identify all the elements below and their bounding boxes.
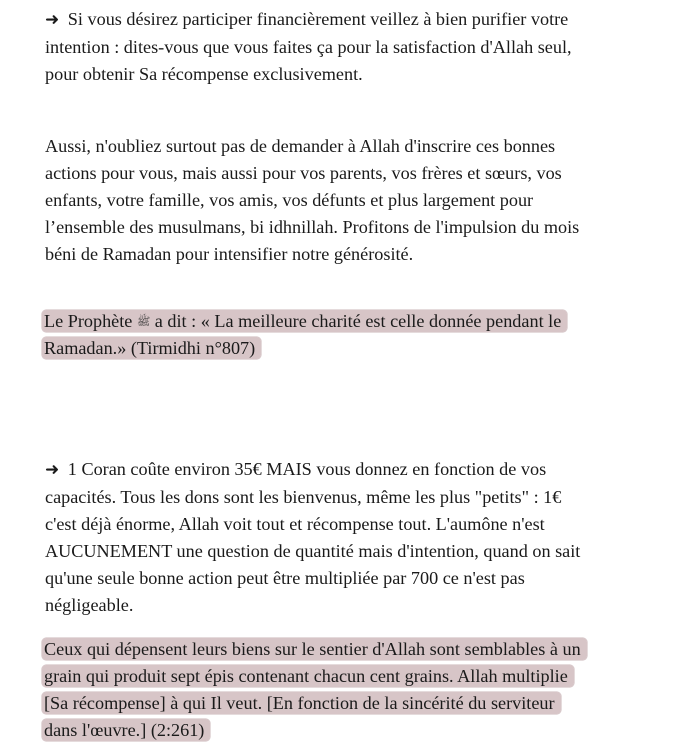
arrow-right-icon: ➜ [45,460,60,480]
text-line: capacités. Tous les dons sont les bienvenus, même les plus "petits" : 1€ [45,487,562,507]
dedication-paragraph [45,133,655,268]
highlight: grain qui produit sept épis contenant chacun cent grains. Allah multiplie [42,665,574,687]
pbuh-icon: ﷺ [136,315,151,328]
text-line: AUCUNEMENT une question de quantité mais d'intention, quand on sait [45,541,581,561]
text-line [45,636,655,663]
text-line: enfants, votre famille, vos amis, vos défunts et plus largement pour [45,190,534,210]
highlight: dans l'œuvre.] (2:261) [42,719,210,741]
text-line: Aussi, n'oubliez surtout pas de demander à Allah d'inscrire ces bonnes [45,136,556,156]
text-line: l’ensemble des musulmans, bi idhnillah. Profitons de l'impulsion du mois [45,217,580,237]
text-line: ➜ Si vous désirez participer financièrement veillez à bien purifier votre [45,6,655,34]
text-line [45,308,655,335]
text-line: c'est déjà énorme, Allah voit tout et récompense tout. L'aumône n'est [45,514,545,534]
text-line: qu'une seule bonne action peut être multipliée par 700 ce n'est pas [45,568,525,588]
text-line: négligeable. [45,595,134,615]
highlight: [Sa récompense] à qui Il veut. [En fonction de la sincérité du serviteur [42,692,561,714]
text-line [45,663,655,690]
text-line: actions pour vous, mais aussi pour vos parents, vos frères et sœurs, vos [45,163,562,183]
donation-paragraph [45,456,655,619]
hadith-quote [45,308,655,362]
text-line [45,690,655,717]
text-line: intention : dites-vous que vous faites ça pour la satisfaction d'Allah seul, [45,37,572,57]
intention-paragraph [45,6,655,88]
highlight: Le Prophète ﷺ a dit : « La meilleure charité est celle donnée pendant le [42,310,567,332]
document-body [45,6,655,744]
text-line: ➜ 1 Coran coûte environ 35€ MAIS vous donnez en fonction de vos [45,456,655,484]
highlight: Ceux qui dépensent leurs biens sur le sentier d'Allah sont semblables à un [42,638,587,660]
text-line: béni de Ramadan pour intensifier notre générosité. [45,244,414,264]
text-line: pour obtenir Sa récompense exclusivement. [45,64,363,84]
verse-quote [45,636,655,744]
text-line [45,335,655,362]
text-line [45,717,655,744]
arrow-right-icon: ➜ [45,10,60,30]
highlight: Ramadan.» (Tirmidhi n°807) [42,337,261,359]
